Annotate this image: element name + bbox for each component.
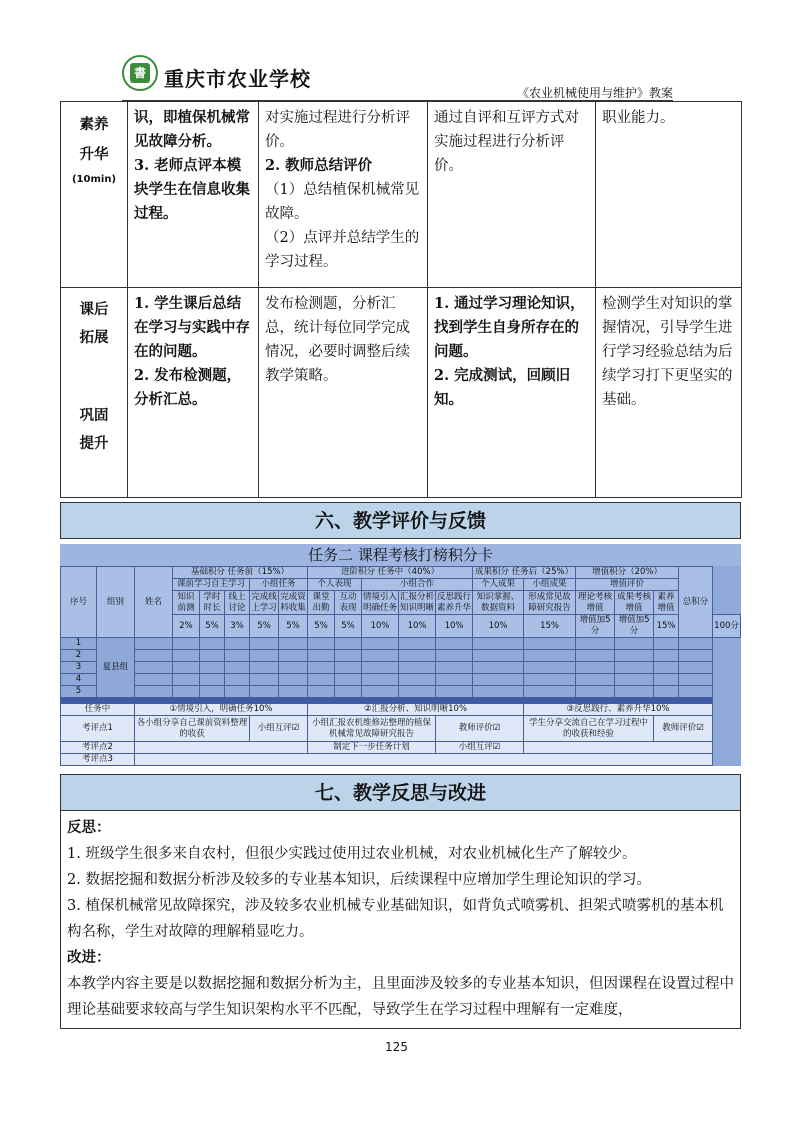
score-cell	[308, 650, 335, 662]
score-cell	[473, 674, 524, 686]
weight-cell: 增值加5分	[576, 615, 615, 638]
score-cell	[250, 674, 279, 686]
group-header: 增值积分（20%）	[576, 567, 679, 579]
table-row	[61, 638, 741, 650]
weight-cell: 增值加5分	[615, 615, 654, 638]
phase-time: (10min)	[71, 174, 117, 185]
sub-header: 个人成果	[473, 579, 524, 591]
score-cell	[399, 674, 436, 686]
text-line: 1. 学生课后总结在学习与实践中存在的问题。	[134, 295, 250, 360]
table-row	[61, 650, 741, 662]
point-1: 考评点1	[61, 716, 135, 742]
phase-label: 提升	[79, 436, 109, 452]
student-activity	[128, 102, 259, 288]
score-cell	[679, 662, 713, 674]
table-row	[61, 674, 741, 686]
row-number: 4	[61, 674, 97, 686]
empty-cell	[135, 754, 713, 766]
school-name: 重庆市农业学校	[164, 67, 311, 91]
reflection-item: 3. 植保机械常见故障探究，涉及较多农业机械专业基础知识，如背负式喷雾机、担架式喷雾机的基本机构名称，学生对故障的理解稍显吃力。	[67, 898, 724, 940]
item-header: 知识掌握、数据资料	[473, 591, 524, 615]
score-cell	[225, 686, 250, 698]
score-cell	[362, 650, 399, 662]
header-group: 组别	[97, 567, 135, 638]
score-cell	[362, 662, 399, 674]
score-cell	[615, 638, 654, 650]
text-line: 2. 教师总结评价	[265, 157, 373, 174]
item-header: 知识前测	[173, 591, 200, 615]
purpose-cell: 职业能力。	[596, 102, 742, 288]
header-name: 姓名	[135, 567, 173, 638]
point-1-a: 各小组分享自己课前资料整理的收获	[135, 716, 250, 742]
point-2: 考评点2	[61, 742, 135, 754]
score-cell	[279, 662, 308, 674]
score-cell	[200, 674, 225, 686]
phase-label: 升华	[79, 147, 109, 163]
score-cell	[399, 638, 436, 650]
score-cell	[335, 650, 362, 662]
score-cell	[279, 650, 308, 662]
score-cell	[473, 638, 524, 650]
score-cell	[654, 638, 679, 650]
score-cell	[200, 662, 225, 674]
item-header: 形成常见故障研究报告	[524, 591, 576, 615]
score-cell	[225, 662, 250, 674]
score-cell	[362, 686, 399, 698]
score-cell	[473, 686, 524, 698]
teacher-activity	[259, 102, 428, 288]
weight-cell: 15%	[524, 615, 576, 638]
score-cell	[679, 686, 713, 698]
score-cell	[436, 686, 473, 698]
phase-cell	[61, 288, 128, 498]
section-7-title: 七、教学反思与改进	[60, 774, 741, 811]
score-cell	[436, 638, 473, 650]
score-cell	[200, 650, 225, 662]
point-1-b-eval: 教师评价☑	[436, 716, 524, 742]
score-cell	[135, 638, 173, 650]
score-cell	[524, 686, 576, 698]
score-cell	[135, 650, 173, 662]
item-header: 素养增值	[654, 591, 679, 615]
score-cell	[225, 650, 250, 662]
score-cell	[524, 662, 576, 674]
page-header	[0, 0, 793, 100]
point-1-a-eval: 小组互评☑	[250, 716, 308, 742]
empty-cell	[135, 742, 308, 754]
score-cell	[250, 638, 279, 650]
reflection-item: 1. 班级学生很多来自农村，但很少实践过使用过农业机械，对农业机械化生产了解较少。	[67, 846, 637, 862]
reflection-label: 反思：	[67, 819, 111, 836]
score-cell	[615, 686, 654, 698]
group-header: 基础积分 任务前（15%）	[173, 567, 308, 579]
row-number: 3	[61, 662, 97, 674]
text-line: 1. 通过学习理论知识，找到学生自身所存在的问题。	[434, 295, 585, 360]
empty-cell	[524, 742, 713, 754]
score-cell	[250, 662, 279, 674]
score-cell	[524, 650, 576, 662]
header-total: 总积分	[679, 567, 713, 638]
score-cell	[615, 674, 654, 686]
score-cell	[473, 662, 524, 674]
weight-cell: 10%	[399, 615, 436, 638]
weight-cell: 3%	[225, 615, 250, 638]
row-number: 1	[61, 638, 97, 650]
score-cell	[473, 650, 524, 662]
task-3: ③反思践行、素养升华10%	[524, 704, 713, 716]
score-cell	[250, 686, 279, 698]
group-header: 成果积分 任务后（25%）	[473, 567, 576, 579]
table-row	[61, 288, 742, 498]
score-cell	[399, 650, 436, 662]
score-cell	[576, 638, 615, 650]
score-cell	[524, 638, 576, 650]
score-cell	[654, 662, 679, 674]
score-cell	[279, 638, 308, 650]
point-2-b-eval: 小组互评☑	[436, 742, 524, 754]
item-header: 成果考核增值	[615, 591, 654, 615]
point-1-c-eval: 教师评价☑	[654, 716, 713, 742]
phase-label: 素养	[79, 117, 109, 133]
method-cell: 通过自评和互评方式对实施过程进行分析评价。	[428, 102, 596, 288]
weight-cell: 5%	[335, 615, 362, 638]
lesson-table	[60, 101, 742, 498]
item-header: 反思践行素养升华	[437, 591, 472, 613]
score-cell	[279, 674, 308, 686]
student-activity	[128, 288, 259, 498]
row-number: 5	[61, 686, 97, 698]
sub-header: 小组合作	[362, 579, 473, 591]
score-cell	[576, 662, 615, 674]
score-cell	[335, 686, 362, 698]
item-header: 课堂出勤	[308, 591, 335, 615]
method-cell	[428, 288, 596, 498]
item-header: 汇报分析知识明晰	[400, 591, 435, 613]
reflection-box	[60, 811, 741, 1029]
score-cell	[308, 674, 335, 686]
tasks-label: 任务中	[61, 704, 135, 716]
score-cell	[654, 650, 679, 662]
sub-header: 个人表现	[308, 579, 362, 591]
point-1-b: 小组汇报农机维修站整理的植保机械常见故障研究报告	[308, 716, 436, 742]
weight-cell: 10%	[362, 615, 399, 638]
score-cell	[615, 650, 654, 662]
weight-cell: 15%	[654, 615, 679, 638]
score-cell	[399, 662, 436, 674]
score-cell	[362, 638, 399, 650]
score-cell	[135, 686, 173, 698]
task-2: ②汇报分析、知识明晰10%	[308, 704, 524, 716]
score-cell	[200, 638, 225, 650]
score-cell	[200, 686, 225, 698]
text-line: 2. 发布检测题，分析汇总。	[134, 367, 242, 408]
weight-total: 100分	[713, 615, 741, 638]
sub-header: 小组成果	[524, 579, 576, 591]
phase-label: 巩固	[79, 408, 109, 424]
score-cell	[173, 674, 200, 686]
score-cell	[524, 674, 576, 686]
school-logo: 書	[122, 55, 158, 91]
score-cell	[679, 650, 713, 662]
score-cell	[308, 686, 335, 698]
score-cell	[250, 650, 279, 662]
item-header: 线上讨论	[225, 591, 250, 615]
improve-text: 本教学内容主要是以数据挖掘和数据分析为主，且里面涉及较多的专业基本知识，但因课程在设置过程中理论基础要求较高与学生知识架构水平不匹配，导致学生在学习过程中理解有一定难度，	[67, 976, 734, 1018]
score-cell	[362, 674, 399, 686]
weight-cell: 5%	[200, 615, 225, 638]
score-cell	[654, 674, 679, 686]
weight-cell: 5%	[308, 615, 335, 638]
course-title: 《农业机械使用与维护》教案	[516, 86, 673, 100]
header-no: 序号	[61, 567, 97, 638]
phase-label: 课后	[79, 302, 109, 318]
weight-cell: 10%	[436, 615, 473, 638]
improve-label: 改进：	[67, 949, 111, 966]
task-1: ①情境引入，明确任务10%	[135, 704, 308, 716]
text-line: （1）总结植保机械常见故障。	[265, 182, 420, 222]
item-header: 完成线上学习	[251, 591, 277, 613]
score-cell	[679, 638, 713, 650]
item-header: 学时时长	[200, 591, 225, 615]
score-cell	[576, 674, 615, 686]
point-2-b: 制定下一步任务计划	[308, 742, 436, 754]
table-row	[61, 686, 741, 698]
point-1-c: 学生分享交流自己在学习过程中的收获和经验	[524, 716, 654, 742]
scorecard-table	[60, 566, 741, 766]
score-cell	[135, 674, 173, 686]
group-header: 进阶积分 任务中（40%）	[308, 567, 473, 579]
text-line: 识，即植保机械常见故障分析。	[134, 109, 250, 150]
sub-header: 小组任务	[250, 579, 308, 591]
phase-label: 拓展	[79, 330, 109, 346]
score-cell	[654, 686, 679, 698]
score-cell	[436, 662, 473, 674]
score-cell	[279, 686, 308, 698]
sub-header: 课前学习自主学习	[173, 579, 250, 591]
table-row	[61, 662, 741, 674]
score-cell	[436, 674, 473, 686]
score-cell	[436, 650, 473, 662]
score-cell	[679, 674, 713, 686]
score-cell	[225, 674, 250, 686]
teacher-activity: 发布检测题，分析汇总，统计每位同学完成情况，必要时调整后续教学策略。	[259, 288, 428, 498]
score-cell	[225, 638, 250, 650]
scorecard-image	[60, 544, 741, 766]
score-cell	[335, 662, 362, 674]
purpose-cell: 检测学生对知识的掌握情况，引导学生进行学习经验总结为后续学习打下更坚实的基础。	[596, 288, 742, 498]
section-6-title: 六、教学评价与反馈	[60, 502, 741, 539]
group-name: 夏县组	[97, 638, 135, 698]
score-cell	[308, 638, 335, 650]
page-number: 125	[385, 1040, 408, 1054]
sub-header: 增值评价	[576, 579, 679, 591]
weight-cell: 5%	[250, 615, 279, 638]
item-header: 互动表现	[335, 591, 362, 615]
row-number: 2	[61, 650, 97, 662]
item-header: 理论考核增值	[576, 591, 615, 615]
weight-cell: 2%	[173, 615, 200, 638]
score-cell	[173, 686, 200, 698]
reflection-item: 2. 数据挖掘和数据分析涉及较多的专业基本知识，后续课程中应增加学生理论知识的学习。	[67, 872, 651, 888]
score-cell	[308, 662, 335, 674]
text-line: 对实施过程进行分析评价。	[265, 110, 410, 150]
table-row	[61, 102, 742, 288]
item-header: 情境引入明确任务	[363, 591, 398, 613]
score-cell	[335, 674, 362, 686]
score-cell	[173, 638, 200, 650]
item-header: 完成资料收集	[280, 591, 306, 613]
weight-cell: 10%	[473, 615, 524, 638]
text-line: 2. 完成测试，回顾旧知。	[434, 367, 571, 408]
score-cell	[615, 662, 654, 674]
scorecard-title: 任务二 课程考核打榜积分卡	[60, 544, 741, 566]
text-line: 3. 老师点评本模块学生在信息收集过程。	[134, 157, 250, 222]
phase-cell	[61, 102, 128, 288]
score-cell	[173, 650, 200, 662]
score-cell	[576, 686, 615, 698]
score-cell	[335, 638, 362, 650]
text-line: （2）点评并总结学生的学习过程。	[265, 230, 420, 270]
weight-cell: 5%	[279, 615, 308, 638]
score-cell	[399, 686, 436, 698]
score-cell	[173, 662, 200, 674]
score-cell	[576, 650, 615, 662]
score-cell	[135, 662, 173, 674]
point-3: 考评点3	[61, 754, 135, 766]
